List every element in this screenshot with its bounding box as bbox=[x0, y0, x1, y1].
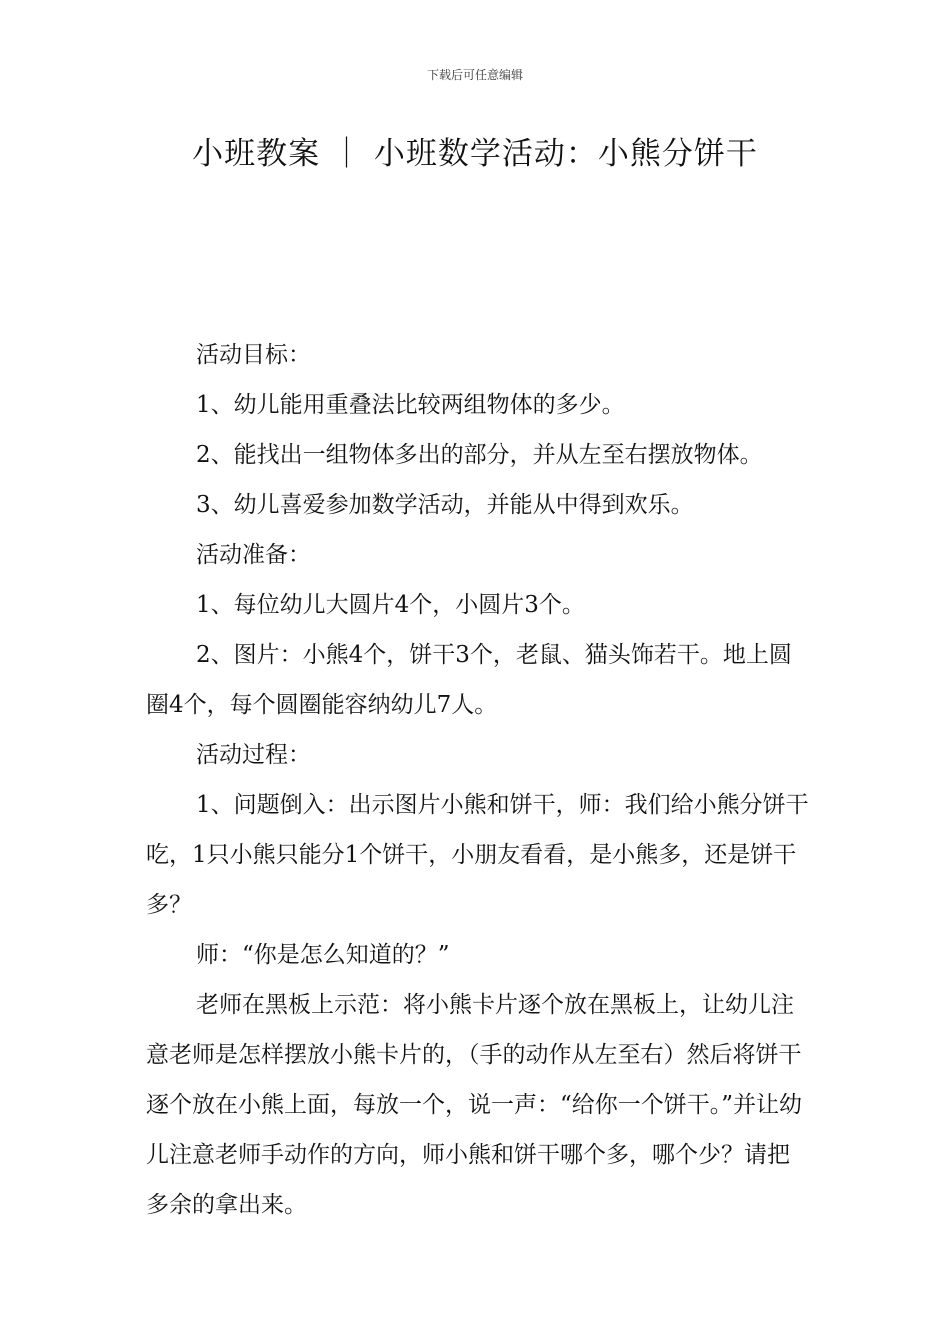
paragraph-prep-2: 2、图片：小熊4个，饼干3个，老鼠、猫头饰若干。地上圆圈4个，每个圆圈能容纳幼儿7人。 bbox=[146, 642, 792, 718]
document-body bbox=[146, 330, 812, 1230]
paragraph-teacher-question: 师：“你是怎么知道的？” bbox=[196, 942, 450, 968]
paragraph-process-heading: 活动过程： bbox=[196, 742, 311, 768]
header-note: 下载后可任意编辑 bbox=[426, 68, 523, 82]
paragraph-goal-2: 2、能找出一组物体多出的部分，并从左至右摆放物体。 bbox=[196, 442, 763, 468]
paragraph-goals-heading: 活动目标： bbox=[196, 342, 311, 368]
paragraph-prep-1: 1、每位幼儿大圆片4个，小圆片3个。 bbox=[196, 592, 585, 618]
paragraph-goal-1: 1、幼儿能用重叠法比较两组物体的多少。 bbox=[196, 392, 625, 418]
page-title: 小班教案 ｜ 小班数学活动：小熊分饼干 bbox=[192, 136, 758, 172]
paragraph-process-1: 1、问题倒入：出示图片小熊和饼干，师：我们给小熊分饼干吃，1只小熊只能分1个饼干，小朋友看看，是小熊多，还是饼干多？ bbox=[146, 792, 809, 918]
paragraph-prep-heading: 活动准备： bbox=[196, 542, 311, 568]
paragraph-goal-3: 3、幼儿喜爱参加数学活动，并能从中得到欢乐。 bbox=[196, 492, 694, 518]
paragraph-teacher-demo: 老师在黑板上示范：将小熊卡片逐个放在黑板上，让幼儿注意老师是怎样摆放小熊卡片的，（手的动作从左至右）然后将饼干逐个放在小熊上面，每放一个，说一声：“给你一个饼干。”并让幼儿注意老师手动作的方向，师小熊和饼干哪个多，哪个少？请把多余的拿出来。 bbox=[146, 992, 803, 1218]
